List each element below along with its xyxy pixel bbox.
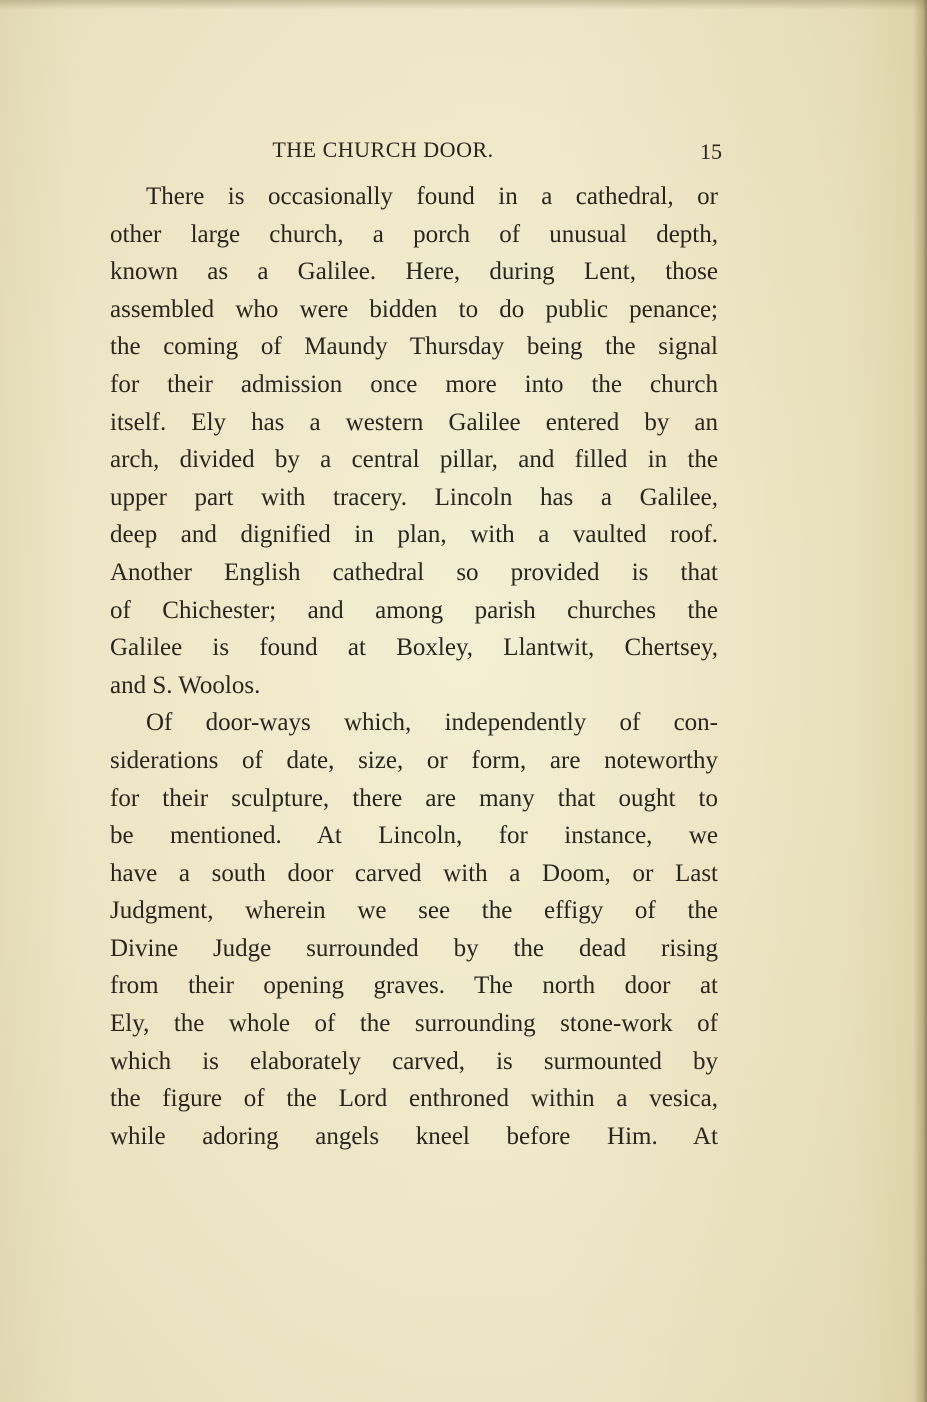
text-line: be mentioned. At Lincoln, for instance, we (110, 822, 718, 850)
running-head: THE CHURCH DOOR. (272, 137, 494, 162)
text-line: which is elaborately carved, is surmounted by (110, 1047, 718, 1075)
text-line: known as a Galilee. Here, during Lent, those (110, 258, 718, 286)
paragraph-door-ways (110, 704, 718, 1155)
text-line: other large church, a porch of unusual depth, (110, 220, 718, 248)
page-top-shadow (0, 0, 927, 10)
page-header (110, 134, 722, 166)
body-text (110, 178, 718, 1155)
text-line: upper part with tracery. Lincoln has a Galilee, (110, 483, 718, 511)
text-line: deep and dignified in plan, with a vaulted roof. (110, 521, 718, 549)
text-line: arch, divided by a central pillar, and filled in the (110, 446, 718, 474)
text-line: siderations of date, size, or form, are noteworthy (110, 746, 718, 774)
text-line: the figure of the Lord enthroned within a vesica, (110, 1085, 718, 1113)
page-number: 15 (700, 139, 722, 164)
text-line: of Chichester; and among parish churches the (110, 596, 718, 624)
text-line: There is occasionally found in a cathedral, or (146, 183, 718, 210)
text-line: from their opening graves. The north door at (110, 972, 718, 1000)
paragraph-galilee (110, 178, 718, 704)
text-line: the coming of Maundy Thursday being the signal (110, 333, 718, 361)
text-line: for their admission once more into the church (110, 370, 718, 398)
text-line: Divine Judge surrounded by the dead rising (110, 934, 718, 962)
text-line: and S. Woolos. (110, 671, 261, 699)
text-line: while adoring angels kneel before Him. At (110, 1122, 718, 1150)
text-line: for their sculpture, there are many that ought to (110, 784, 718, 812)
text-line: Of door-ways which, independently of con- (146, 709, 718, 737)
text-line: Judgment, wherein we see the effigy of the (110, 897, 718, 925)
text-line: Another English cathedral so provided is that (110, 558, 718, 586)
text-line: have a south door carved with a Doom, or Last (110, 859, 718, 887)
text-line: Ely, the whole of the surrounding stone-work of (110, 1010, 718, 1038)
text-line: Galilee is found at Boxley, Llantwit, Chertsey, (110, 634, 718, 662)
page-right-shadow (913, 0, 927, 1402)
text-line: assembled who were bidden to do public penance; (110, 295, 718, 323)
text-line: itself. Ely has a western Galilee entered by an (110, 408, 718, 436)
